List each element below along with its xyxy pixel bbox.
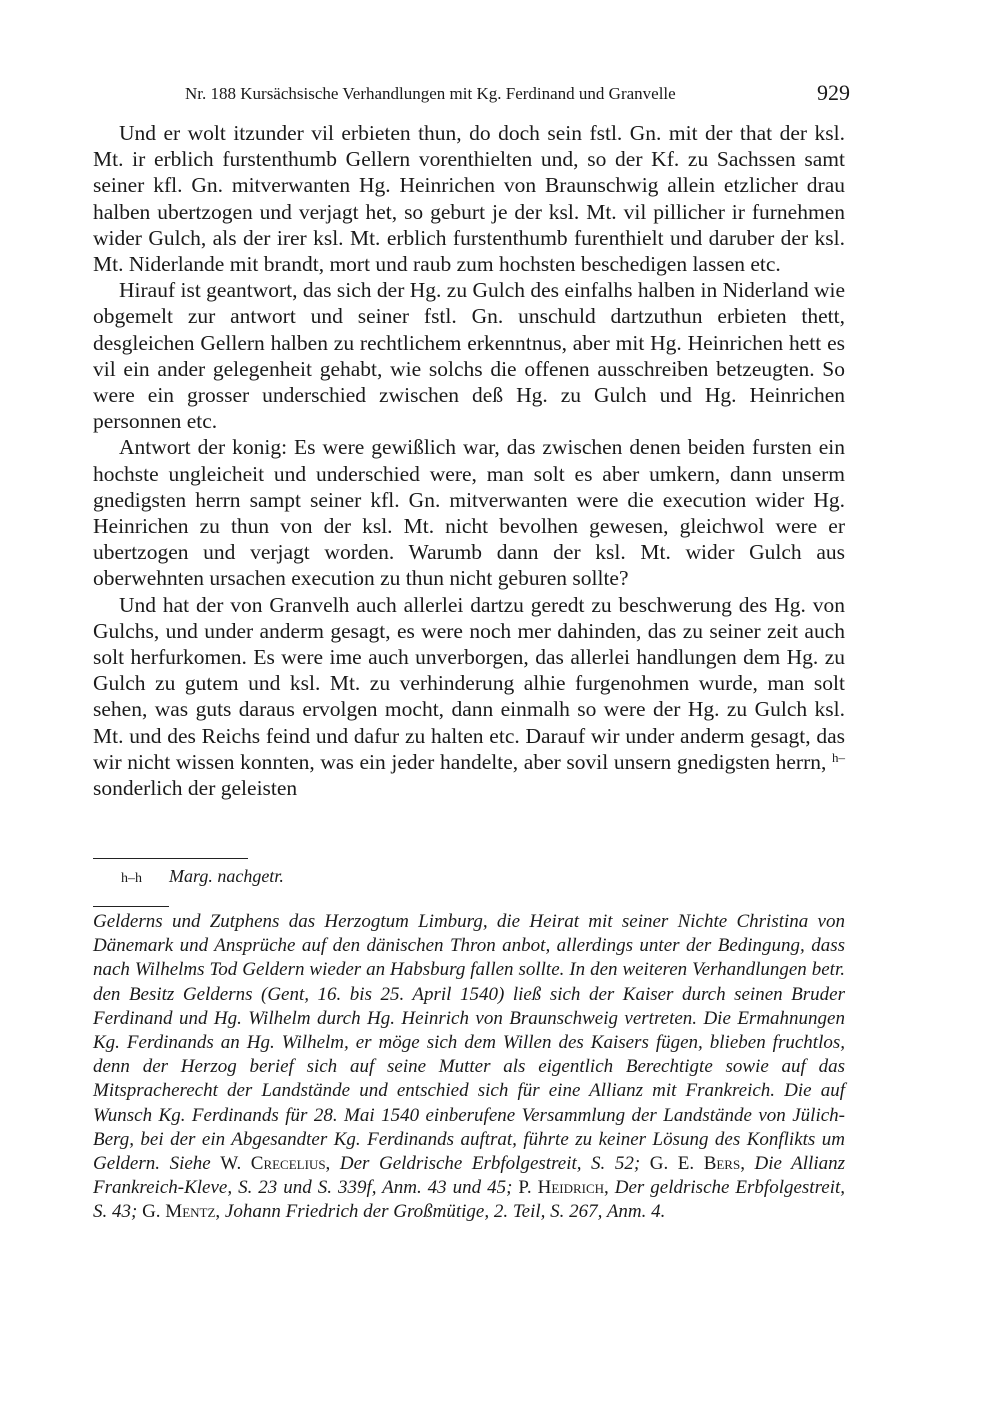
footnote-text: Die Allianz Frankreich-Kleve, S. 23 und S. 339f, Anm. 43 und 45; <box>93 1153 846 1199</box>
paragraph <box>93 592 845 802</box>
note-marker: h– <box>832 749 846 765</box>
textual-note <box>121 866 284 887</box>
paragraph-text: Und hat der von Granvelh auch allerlei dartzu geredt zu beschwerung des Hg. von Gulchs, und under anderm gesagt, es were noch mer dahinden, das zu seiner zeit auch solt herfurkomen. Es were ime auch unverborgen, das allerlei handlungen dem Hg. zu Gulch zu gutem und ksl. Mt. zu verhinderung alhie furgenohmen wurde, man solt sehen, was guts daraus ervolgen mocht, dann einmalh so were der Hg. zu Gulch ksl. Mt. und des Reichs feind und dafur zu halten etc. Darauf wir under anderm gesagt, das wir nicht wissen konnten, was ein jeder handelte, aber sovil unsern gnedigsten herrn, <box>93 592 845 774</box>
footnote-author: P. Heidrich, <box>518 1177 609 1199</box>
paragraph <box>93 434 845 591</box>
footnote-separator <box>93 858 248 859</box>
paragraph-text: Und er wolt itzunder vil erbieten thun, do doch sein fstl. Gn. mit der that der ksl. Mt. ir erblich furstenthumb Gellern vorenthielten und, so der Kf. zu Sachssen samt seiner kfl. Gn. mitverwanten Hg. Heinrichen von Braunschwig allein etzlicher drau halben ubertzogen und verjagt het, so geburt je der ksl. Mt. vil pillicher ir furnehmen wider Gulch, als der irer ksl. Mt. erblich furstenthumb furenthielt und daruber der ksl. Mt. Niderlande mit brandt, mort und raub zum hochsten beschedigen lassen etc. <box>93 121 845 277</box>
paragraph-tail: sonderlich der geleisten <box>93 776 298 801</box>
running-header <box>185 80 850 110</box>
main-text <box>93 120 845 801</box>
paragraph <box>93 277 845 434</box>
footnote-author: G. E. Bers, <box>649 1153 745 1175</box>
running-head-title: Nr. 188 Kursächsische Verhandlungen mit Kg. Ferdinand und Granvelle <box>185 84 676 103</box>
paragraph-text: Hirauf ist geantwort, das sich der Hg. zu Gulch des einfalhs halben in Niderland wie obgemelt zur antwort und seiner fstl. Gn. unschuld dartzuthun erbieten thett, desgleichen Gellern halben zu rechtlichem erkenntnus, aber mit Hg. Heinrichen hett es vil ein ander gelegenheit gehabt, wie solchs die offenen ausschreiben betzeugten. So were ein grosser underschied zwischen deß Hg. zu Gulch und Hg. Heinrichen personnen etc. <box>93 278 846 434</box>
footnote-author: G. Mentz, <box>142 1201 221 1223</box>
footnote-text: Der Geldrische Erbfolgestreit, S. 52; <box>339 1153 641 1175</box>
footnote-text: Johann Friedrich der Großmütige, 2. Teil, S. 267, Anm. 4. <box>224 1201 666 1223</box>
textual-note-label: h–h <box>121 871 142 886</box>
paragraph <box>93 120 845 277</box>
footnote-text: Der geldrische Erbfolgestreit, S. 43; <box>93 1177 846 1223</box>
footnote-text: Gelderns und Zutphens das Herzogtum Limburg, die Heirat mit seiner Nichte Christina von Dänemark und Ansprüche auf den dänischen Thron anbot, allerdings unter der Bedingung, dass nach Wilhelms Tod Geldern wieder an Habsburg fallen sollte. In den weiteren Verhandlungen betr. den Besitz Gelderns (Gent, 16. bis 25. April 1540) ließ sich der Kaiser durch seinen Bruder Ferdinand und Hg. Wilhelm durch Hg. Heinrich von Braunschweig vertreten. Die Ermahnungen Kg. Ferdinands an Hg. Wilhelm, er möge sich dem Willen des Kaisers fügen, blieben fruchtlos, denn der Herzog berief sich auf seine Mutter als eigentlich Berechtigte sowie auf das Mitspracherecht der Landstände und entschied sich für eine Allianz mit Frankreich. Die auf Wunsch Kg. Ferdinands für 28. Mai 1540 einberufene Versammlung der Landstände von Jülich-Berg, bei der ein Abgesandter Kg. Ferdinands auftrat, führte zu keiner Lösung des Konflikts um Geldern. Siehe <box>93 911 845 1175</box>
textual-note-text: Marg. nachgetr. <box>169 866 284 886</box>
commentary-separator <box>93 906 169 907</box>
page-number: 929 <box>817 80 850 105</box>
paragraph-text: Antwort der konig: Es were gewißlich war, das zwischen denen beiden fursten ein hochste ungleicheit und underschied were, man solt es aber umkern, dann unserm gnedigsten herrn sampt seiner kfl. Gn. mitverwanten were die execution wider Hg. Heinrichen zu thun von der ksl. Mt. nicht bevolhen gewesen, gleichwol were er ubertzogen und verjagt worden. Warumb dann der ksl. Mt. wider Gulch aus oberwehnten ursachen execution zu thun nicht geburen sollte? <box>93 435 845 591</box>
footnote-author: W. Crecelius, <box>220 1153 331 1175</box>
commentary-footnote <box>93 910 845 1225</box>
